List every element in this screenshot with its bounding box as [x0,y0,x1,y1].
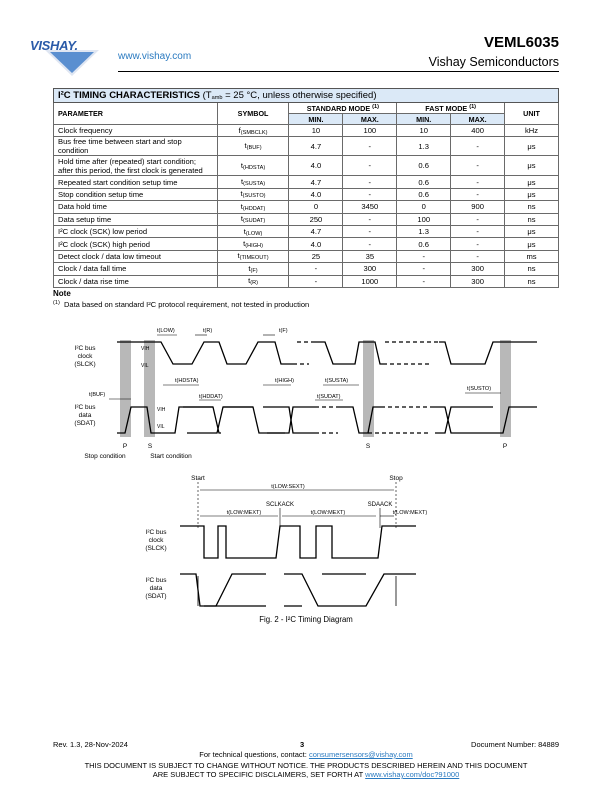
vil-data-label: VIL [157,424,165,430]
cell-symbol: t(SUSTA) [217,176,289,188]
cell-symbol: t(F) [217,263,289,275]
cell-unit: ns [505,201,559,213]
disclaimer-link[interactable]: www.vishay.com/doc?91000 [365,770,460,779]
sda-ack-label: SDAACK [367,502,393,508]
table-row [54,176,559,188]
note-heading: Note [53,289,71,298]
cell-std-max: - [343,176,397,188]
t-low-mext-a-label: t(LOW:MEXT) [226,510,262,516]
cell-std-max: 3450 [343,201,397,213]
col-fast-mode: FAST MODE $^{(1)}$ [397,103,505,114]
clk-label-3: (SLCK) [74,361,96,368]
data2-waveform [180,574,416,606]
cell-std-min: 0 [289,201,343,213]
t-low-label: t(LOW) [157,328,175,334]
cell-std-max: - [343,188,397,200]
cell-fast-max: 400 [451,125,505,137]
data2-label-1: I²C bus [145,577,167,584]
cell-fast-max: - [451,156,505,176]
data2-label-3: (SDAT) [145,593,167,600]
timing-table [53,88,559,288]
cell-symbol: t(SUDAT) [217,213,289,225]
cell-std-max: - [343,238,397,250]
cell-unit: μs [505,137,559,156]
vil-label: VIL [141,363,149,369]
cell-unit: kHz [505,125,559,137]
cell-fast-max: - [451,176,505,188]
cell-std-max: 100 [343,125,397,137]
table-row [54,156,559,176]
p-marker-2: P [502,443,508,450]
table-row [54,188,559,200]
table-row [54,238,559,250]
s-marker-1: S [147,443,153,450]
t-hddat-label: t(HDDAT) [199,394,223,400]
figure-caption: Fig. 2 - I²C Timing Diagram [259,615,353,624]
clk2-label-2: clock [148,537,164,544]
vishay-logo-text: VISHAY. [30,38,78,53]
col-unit: UNIT [505,103,559,125]
header-divider [118,71,559,72]
cell-std-max: - [343,156,397,176]
cell-std-min: 4.0 [289,156,343,176]
cell-std-min: - [289,275,343,287]
t-f-label: t(F) [279,328,288,334]
gray-bar-3 [363,340,374,437]
cell-parameter: Clock / data rise time [54,275,218,287]
cell-std-min: - [289,263,343,275]
cell-std-max: - [343,213,397,225]
clock2-waveform [180,526,416,558]
cell-symbol: t(TIMEOUT) [217,250,289,262]
cell-parameter: Clock frequency [54,125,218,137]
clk2-label-1: I²C bus [145,529,167,536]
table-title: I²C TIMING CHARACTERISTICS (Tamb = 25 °C, unless otherwise specified) [54,89,559,103]
cell-std-max: 35 [343,250,397,262]
cell-fast-min: 0.6 [397,238,451,250]
cell-parameter: Clock / data fall time [54,263,218,275]
cell-unit: μs [505,188,559,200]
cell-parameter: I²C clock (SCK) high period [54,238,218,250]
cell-std-min: 4.7 [289,225,343,237]
gray-bar-1 [120,340,131,437]
cell-fast-min: - [397,250,451,262]
t-buf-label: t(BUF) [89,392,106,398]
data-label-3: (SDAT) [74,420,96,427]
vih-data-label: VIH [157,407,166,413]
i2c-timing-diagram-1 [53,320,559,470]
cell-unit: μs [505,156,559,176]
cell-unit: μs [505,238,559,250]
cell-parameter: Hold time after (repeated) start condition; after this period, the first clock is generated [54,156,218,176]
cell-fast-max: - [451,137,505,156]
cell-parameter: Repeated start condition setup time [54,176,218,188]
cell-fast-max: - [451,225,505,237]
company-name: Vishay Semiconductors [428,55,559,69]
cell-std-min: 4.0 [289,188,343,200]
clk-label-1: I²C bus [74,345,96,352]
part-number: VEML6035 [483,34,559,51]
cell-parameter: Data hold time [54,201,218,213]
cell-fast-min: 1.3 [397,137,451,156]
cell-unit: ns [505,263,559,275]
cell-parameter: I²C clock (SCK) low period [54,225,218,237]
cell-fast-min: - [397,275,451,287]
footer-contact: For technical questions, contact: consumersensors@vishay.com [199,750,413,759]
cell-parameter: Bus free time between start and stop condition [54,137,218,156]
col-symbol: SYMBOL [217,103,289,125]
t-low-mext-c-label: t(LOW:MEXT) [392,510,428,516]
data-label-1: I²C bus [74,404,96,411]
s-marker-2: S [365,443,371,450]
cell-fast-max: - [451,213,505,225]
data-label-2: data [78,412,92,419]
cell-fast-max: - [451,250,505,262]
data2-label-2: data [149,585,163,592]
clk2-label-3: (SLCK) [145,545,167,552]
t-high-label: t(HIGH) [275,378,294,384]
data-waveform [117,407,537,433]
col-standard-mode: STANDARD MODE $^{(1)}$ [289,103,397,114]
cell-symbol: t(HDSTA) [217,156,289,176]
cell-std-min: 4.7 [289,137,343,156]
cell-fast-min: 0.6 [397,176,451,188]
cell-std-min: 250 [289,213,343,225]
footer-disclaimer-1: THIS DOCUMENT IS SUBJECT TO CHANGE WITHOUT NOTICE. THE PRODUCTS DESCRIBED HEREIN AND THIS DOCUMENT [84,761,528,770]
table-row [54,137,559,156]
cell-symbol: t(SUSTO) [217,188,289,200]
vishay-url-link[interactable]: www.vishay.com [118,51,192,62]
cell-fast-min: 100 [397,213,451,225]
cell-std-min: 10 [289,125,343,137]
cell-unit: ms [505,250,559,262]
t-sudat-label: t(SUDAT) [317,394,341,400]
cell-fast-min: 0.6 [397,188,451,200]
table-row [54,225,559,237]
cell-symbol: t(LOW) [217,225,289,237]
cell-symbol: t(HIGH) [217,238,289,250]
cell-unit: ns [505,213,559,225]
cell-std-max: 1000 [343,275,397,287]
t-r-label: t(R) [203,328,213,334]
start-label: Start [191,475,205,482]
table-row [54,201,559,213]
t-susto-label: t(SUSTO) [467,386,492,392]
footer-revision: Rev. 1.3, 28-Nov-2024 [53,740,128,749]
cell-fast-min: 0.6 [397,156,451,176]
cell-std-min: 4.7 [289,176,343,188]
t-low-mext-b-label: t(LOW:MEXT) [310,510,346,516]
cell-unit: μs [505,225,559,237]
stop-label: Stop [389,475,403,482]
sclk-ack-label: SCLKACK [265,502,295,508]
t-low-sext-label: t(LOW:SEXT) [271,484,305,490]
t-hdsta-label: t(HDSTA) [175,378,199,384]
table-row [54,213,559,225]
p-marker-1: P [122,443,128,450]
cell-fast-max: 300 [451,263,505,275]
cell-parameter: Detect clock / data low timeout [54,250,218,262]
contact-email-link[interactable]: consumersensors@vishay.com [308,750,413,759]
table-row [54,275,559,287]
cell-fast-min: 10 [397,125,451,137]
cell-fast-min: 0 [397,201,451,213]
col-std-max: MAX. [343,114,397,125]
i2c-timing-diagram-2 [140,472,440,612]
stop-condition-label: Stop condition [84,453,126,460]
footer-doc-number: Document Number: 84889 [471,740,559,749]
cell-symbol: t(R) [217,275,289,287]
note-1: $^{(1)}$ Data based on standard I²C protocol requirement, not tested in production [53,300,310,309]
table-row [54,250,559,262]
vih-label: VIH [141,346,150,352]
cell-parameter: Data setup time [54,213,218,225]
cell-std-max: 300 [343,263,397,275]
clk-label-2: clock [77,353,93,360]
col-fast-min: MIN. [397,114,451,125]
cell-fast-max: 900 [451,201,505,213]
cell-fast-min: - [397,263,451,275]
col-std-min: MIN. [289,114,343,125]
col-fast-max: MAX. [451,114,505,125]
cell-fast-max: - [451,238,505,250]
cell-std-max: - [343,225,397,237]
cell-std-min: 25 [289,250,343,262]
table-row [54,263,559,275]
t-susta-label: t(SUSTA) [325,378,349,384]
cell-std-max: - [343,137,397,156]
clock-waveform [117,342,537,364]
col-parameter: PARAMETER [54,103,218,125]
cell-symbol: t(BUF) [217,137,289,156]
start-condition-label: Start condition [150,453,192,460]
cell-fast-min: 1.3 [397,225,451,237]
footer-page: 3 [300,740,305,749]
cell-symbol: f(SMBCLK) [217,125,289,137]
cell-fast-max: - [451,188,505,200]
cell-unit: ns [505,275,559,287]
table-row [54,125,559,137]
cell-unit: μs [505,176,559,188]
cell-fast-max: 300 [451,275,505,287]
cell-parameter: Stop condition setup time [54,188,218,200]
cell-symbol: t(HDDAT) [217,201,289,213]
cell-std-min: 4.0 [289,238,343,250]
footer-disclaimer-2: ARE SUBJECT TO SPECIFIC DISCLAIMERS, SET FORTH AT www.vishay.com/doc?91000 [152,770,460,779]
